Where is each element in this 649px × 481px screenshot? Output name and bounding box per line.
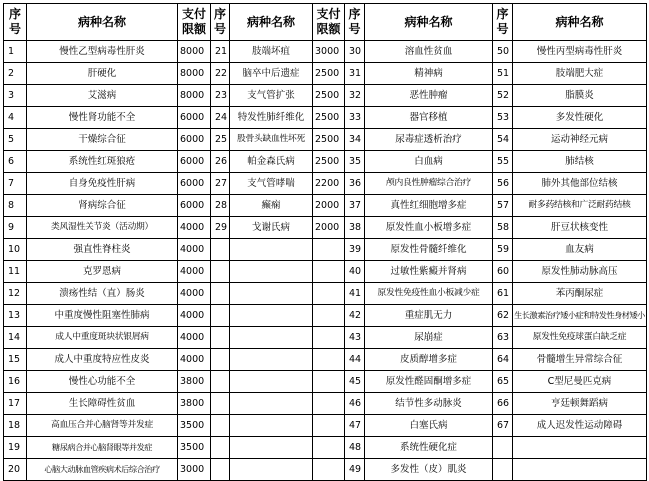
cell-name: 重症肌无力 [365,305,493,327]
cell-seq: 67 [493,415,513,437]
cell-name: 生长激素治疗矮小症和特发性身材矮小 [513,305,647,327]
cell-name: 特发性肺纤维化 [230,107,313,129]
header-seq-2: 序号 [211,4,230,41]
cell-limit [313,437,345,459]
cell-seq: 61 [493,283,513,305]
cell-name: 糖尿病合并心脑肾眼等并发症 [27,437,178,459]
cell-limit: 3500 [178,415,211,437]
cell-limit: 4000 [178,217,211,239]
header-limit-2: 支付限额 [313,4,345,41]
cell-limit: 2500 [313,107,345,129]
table-row [4,261,647,283]
cell-name: 自身免疫性肝病 [27,173,178,195]
cell-name: 支气管哮喘 [230,173,313,195]
cell-name: C型尼曼匹克病 [513,371,647,393]
cell-name: 多发性（皮）肌炎 [365,459,493,481]
cell-name [230,393,313,415]
cell-name: 肝豆状核变性 [513,217,647,239]
disease-payment-table-container [3,3,647,481]
cell-name: 高血压合并心脑肾等并发症 [27,415,178,437]
cell-limit: 3800 [178,371,211,393]
cell-limit [313,459,345,481]
cell-seq: 63 [493,327,513,349]
cell-seq: 42 [345,305,365,327]
cell-seq: 11 [4,261,27,283]
cell-limit: 2000 [313,195,345,217]
cell-seq [211,283,230,305]
cell-name: 尿毒症透析治疗 [365,129,493,151]
cell-limit [313,239,345,261]
cell-seq: 41 [345,283,365,305]
cell-name: 类风湿性关节炎（活动期） [27,217,178,239]
cell-name [230,283,313,305]
cell-name: 干燥综合征 [27,129,178,151]
cell-seq: 37 [345,195,365,217]
cell-limit: 2500 [313,63,345,85]
cell-seq: 8 [4,195,27,217]
table-row [4,151,647,173]
header-limit-1: 支付限额 [178,4,211,41]
cell-name: 尿崩症 [365,327,493,349]
cell-seq: 20 [4,459,27,481]
cell-name: 肢端坏疽 [230,41,313,63]
cell-name: 艾滋病 [27,85,178,107]
cell-limit: 2500 [313,85,345,107]
cell-seq: 25 [211,129,230,151]
table-row [4,217,647,239]
cell-seq: 22 [211,63,230,85]
cell-seq: 58 [493,217,513,239]
cell-name: 恶性肿瘤 [365,85,493,107]
cell-limit [313,283,345,305]
cell-name: 过敏性紫癜并肾病 [365,261,493,283]
cell-limit: 8000 [178,41,211,63]
cell-name: 原发性肺动脉高压 [513,261,647,283]
cell-name: 心脑大动脉血管疾病术后综合治疗 [27,459,178,481]
cell-seq [211,327,230,349]
header-name-2: 病种名称 [230,4,313,41]
cell-seq: 31 [345,63,365,85]
cell-seq: 45 [345,371,365,393]
cell-seq: 17 [4,393,27,415]
cell-name: 苯丙酮尿症 [513,283,647,305]
cell-name: 原发性骨髓纤维化 [365,239,493,261]
cell-seq: 3 [4,85,27,107]
cell-name: 颅内良性肿瘤综合治疗 [365,173,493,195]
cell-seq: 2 [4,63,27,85]
header-seq-1: 序号 [4,4,27,41]
cell-seq: 5 [4,129,27,151]
cell-limit: 8000 [178,63,211,85]
cell-limit: 6000 [178,129,211,151]
cell-limit [313,261,345,283]
cell-name: 原发性免疫球蛋白缺乏症 [513,327,647,349]
cell-limit: 4000 [178,349,211,371]
table-row [4,85,647,107]
cell-name [230,261,313,283]
cell-seq: 24 [211,107,230,129]
cell-limit [313,371,345,393]
cell-name: 慢性乙型病毒性肝炎 [27,41,178,63]
table-row [4,129,647,151]
header-name-4: 病种名称 [513,4,647,41]
table-row [4,239,647,261]
cell-name: 肾病综合征 [27,195,178,217]
cell-seq: 52 [493,85,513,107]
cell-limit: 4000 [178,305,211,327]
cell-name: 慢性肾功能不全 [27,107,178,129]
table-row [4,41,647,63]
table-row [4,459,647,481]
cell-seq [211,305,230,327]
table-row [4,283,647,305]
cell-name: 慢性心功能不全 [27,371,178,393]
cell-seq: 32 [345,85,365,107]
cell-name [230,239,313,261]
cell-name [230,415,313,437]
cell-name: 强直性脊柱炎 [27,239,178,261]
table-row [4,415,647,437]
cell-name: 真性红细胞增多症 [365,195,493,217]
table-row [4,107,647,129]
cell-limit: 4000 [178,239,211,261]
cell-seq: 27 [211,173,230,195]
cell-seq: 16 [4,371,27,393]
cell-limit [313,327,345,349]
cell-seq: 30 [345,41,365,63]
table-row [4,371,647,393]
cell-name: 成人中重度特应性皮炎 [27,349,178,371]
cell-limit [313,415,345,437]
cell-name [230,327,313,349]
table-row [4,63,647,85]
cell-name [513,437,647,459]
cell-name: 中重度慢性阻塞性肺病 [27,305,178,327]
cell-seq [493,459,513,481]
cell-name: 慢性丙型病毒性肝炎 [513,41,647,63]
cell-seq: 66 [493,393,513,415]
cell-seq: 62 [493,305,513,327]
cell-seq [211,415,230,437]
cell-name: 脂膜炎 [513,85,647,107]
cell-seq: 15 [4,349,27,371]
cell-seq: 53 [493,107,513,129]
cell-seq [211,371,230,393]
cell-seq: 4 [4,107,27,129]
cell-name: 溶血性贫血 [365,41,493,63]
cell-limit: 4000 [178,327,211,349]
cell-name: 血友病 [513,239,647,261]
cell-name: 戈谢氏病 [230,217,313,239]
cell-seq: 64 [493,349,513,371]
cell-seq: 1 [4,41,27,63]
cell-name: 原发性血小板增多症 [365,217,493,239]
header-name-1: 病种名称 [27,4,178,41]
cell-limit: 2200 [313,173,345,195]
cell-name: 运动神经元病 [513,129,647,151]
table-row [4,173,647,195]
cell-seq: 65 [493,371,513,393]
cell-limit: 3500 [178,437,211,459]
cell-seq: 59 [493,239,513,261]
cell-name [230,371,313,393]
cell-seq: 21 [211,41,230,63]
cell-name: 耐多药结核和广泛耐药结核 [513,195,647,217]
cell-seq: 49 [345,459,365,481]
cell-limit: 8000 [178,85,211,107]
cell-name: 亨廷顿舞蹈病 [513,393,647,415]
cell-seq [493,437,513,459]
cell-name [513,459,647,481]
cell-limit: 4000 [178,283,211,305]
cell-limit: 2000 [313,217,345,239]
cell-seq: 29 [211,217,230,239]
cell-name [230,437,313,459]
cell-seq: 28 [211,195,230,217]
cell-seq: 33 [345,107,365,129]
cell-seq: 57 [493,195,513,217]
table-row [4,305,647,327]
cell-name [230,459,313,481]
cell-name: 白血病 [365,151,493,173]
cell-name: 白塞氏病 [365,415,493,437]
cell-seq [211,437,230,459]
cell-limit: 3800 [178,393,211,415]
cell-limit [313,393,345,415]
cell-name: 肺结核 [513,151,647,173]
cell-seq: 43 [345,327,365,349]
cell-seq: 13 [4,305,27,327]
cell-name: 脑卒中后遗症 [230,63,313,85]
cell-seq: 60 [493,261,513,283]
header-seq-3: 序号 [345,4,365,41]
disease-payment-table [3,3,647,481]
cell-seq: 38 [345,217,365,239]
cell-limit: 2500 [313,151,345,173]
cell-seq: 10 [4,239,27,261]
cell-limit [313,349,345,371]
cell-name: 溃疡性结（直）肠炎 [27,283,178,305]
cell-limit [313,305,345,327]
cell-seq: 50 [493,41,513,63]
cell-seq: 6 [4,151,27,173]
cell-limit: 3000 [178,459,211,481]
cell-seq: 9 [4,217,27,239]
header-seq-4: 序号 [493,4,513,41]
cell-name: 原发性免疫性血小板减少症 [365,283,493,305]
cell-limit: 3000 [313,41,345,63]
cell-seq: 56 [493,173,513,195]
cell-name: 癫痫 [230,195,313,217]
table-row [4,327,647,349]
cell-seq: 48 [345,437,365,459]
table-row [4,195,647,217]
cell-name: 帕金森氏病 [230,151,313,173]
cell-name: 生长障碍性贫血 [27,393,178,415]
table-body [4,41,647,481]
cell-seq: 46 [345,393,365,415]
cell-seq: 47 [345,415,365,437]
cell-name: 克罗恩病 [27,261,178,283]
cell-name: 精神病 [365,63,493,85]
header-name-3: 病种名称 [365,4,493,41]
cell-seq: 7 [4,173,27,195]
cell-seq [211,349,230,371]
cell-seq: 54 [493,129,513,151]
cell-seq: 12 [4,283,27,305]
cell-name: 肢端肥大症 [513,63,647,85]
cell-name: 器官移植 [365,107,493,129]
cell-seq: 35 [345,151,365,173]
cell-seq: 55 [493,151,513,173]
cell-seq [211,459,230,481]
cell-name: 皮质醇增多症 [365,349,493,371]
cell-name: 系统性红斑狼疮 [27,151,178,173]
cell-limit: 6000 [178,151,211,173]
cell-name: 多发性硬化 [513,107,647,129]
cell-name: 原发性醛固酮增多症 [365,371,493,393]
cell-seq [211,261,230,283]
table-header-row [4,4,647,41]
cell-name [230,305,313,327]
cell-seq: 23 [211,85,230,107]
cell-seq: 39 [345,239,365,261]
cell-name: 骨髓增生异常综合征 [513,349,647,371]
cell-limit: 2500 [313,129,345,151]
cell-seq: 36 [345,173,365,195]
cell-seq [211,393,230,415]
cell-name: 结节性多动脉炎 [365,393,493,415]
cell-seq: 44 [345,349,365,371]
cell-limit: 6000 [178,173,211,195]
cell-name: 支气管扩张 [230,85,313,107]
cell-name [230,349,313,371]
cell-name: 股骨头缺血性坏死 [230,129,313,151]
cell-seq: 51 [493,63,513,85]
table-row [4,437,647,459]
cell-limit: 6000 [178,107,211,129]
cell-name: 肝硬化 [27,63,178,85]
cell-seq: 19 [4,437,27,459]
cell-seq: 34 [345,129,365,151]
table-row [4,393,647,415]
cell-name: 成人中重度斑块状银屑病 [27,327,178,349]
cell-seq: 14 [4,327,27,349]
cell-name: 系统性硬化症 [365,437,493,459]
cell-seq [211,239,230,261]
cell-name: 肺外其他部位结核 [513,173,647,195]
cell-seq: 40 [345,261,365,283]
cell-limit: 4000 [178,261,211,283]
cell-limit: 6000 [178,195,211,217]
table-row [4,349,647,371]
cell-name: 成人迟发性运动障碍 [513,415,647,437]
cell-seq: 26 [211,151,230,173]
cell-seq: 18 [4,415,27,437]
